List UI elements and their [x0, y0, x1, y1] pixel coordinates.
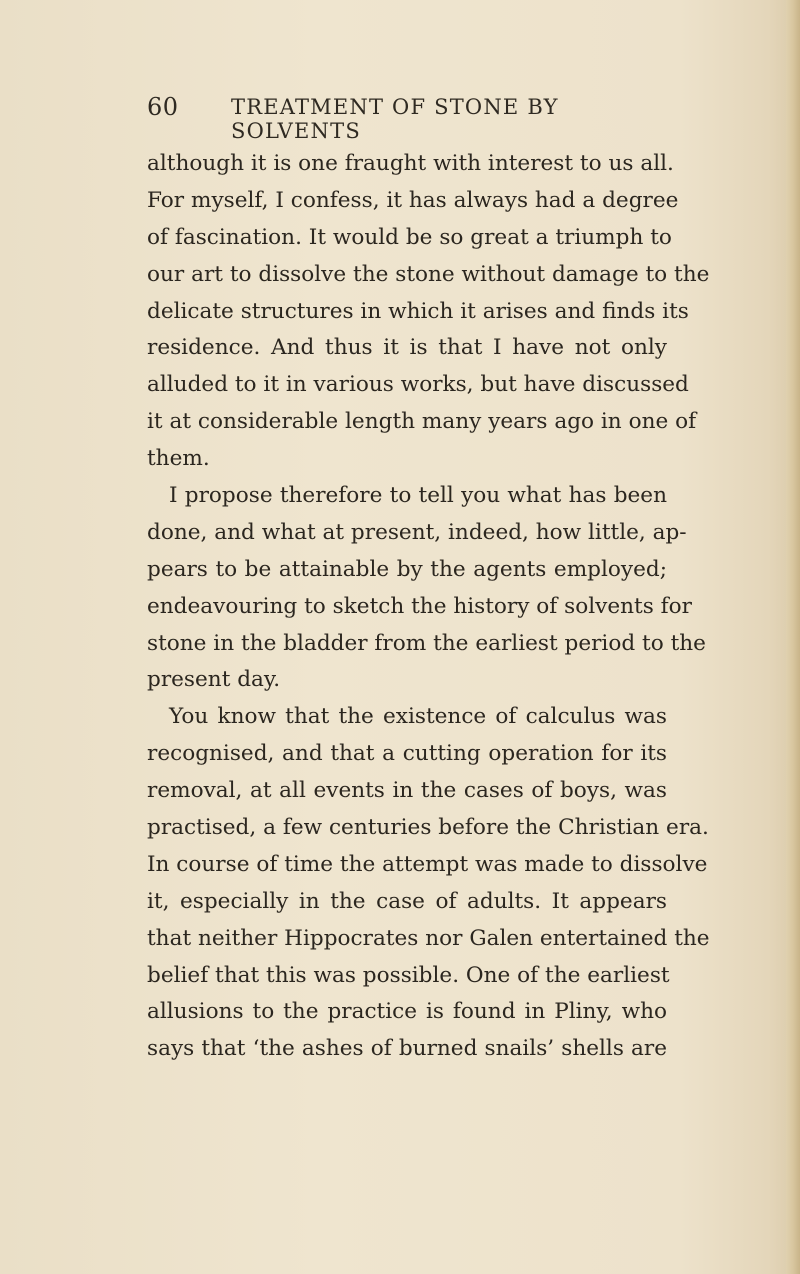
text-line: pears to be attainable by the agents employed;: [147, 556, 667, 582]
text-line: says that ‘the ashes of burned snails’ shells are: [147, 1036, 667, 1062]
text-line: allusions to the practice is found in Pliny, who: [147, 999, 667, 1025]
text-line: it at considerable length many years ago in one of: [147, 409, 697, 435]
text-line: For myself, I confess, it has always had a degree: [147, 187, 679, 213]
text-line: endeavouring to sketch the history of solvents for: [147, 593, 692, 619]
text-line: stone in the bladder from the earliest period to the: [147, 630, 706, 656]
paragraph-first-line: You know that the existence of calculus was: [169, 704, 667, 730]
text-line: that neither Hippocrates nor Galen entertained the: [147, 925, 710, 951]
text-line: of fascination. It would be so great a triumph to: [147, 224, 672, 250]
text-line: recognised, and that a cutting operation for its: [147, 741, 667, 767]
text-line: removal, at all events in the cases of boys, was: [147, 778, 667, 804]
text-line: practised, a few centuries before the Christian era.: [147, 815, 709, 841]
text-line: it, especially in the case of adults. It appears: [147, 888, 667, 914]
text-line: delicate structures in which it arises and finds its: [147, 298, 689, 324]
page-number: 60: [147, 93, 179, 121]
page-edge-shadow: [786, 0, 800, 1274]
running-head: TREATMENT OF STONE BY SOLVENTS: [231, 95, 559, 143]
text-line: present day.: [147, 667, 281, 693]
text-line: them.: [147, 446, 210, 472]
text-line: In course of time the attempt was made to dissolve: [147, 851, 708, 877]
paragraph-first-line: I propose therefore to tell you what has been: [169, 483, 667, 509]
text-line: done, and what at present, indeed, how little, ap-: [147, 519, 687, 545]
text-line: our art to dissolve the stone without damage to the: [147, 261, 710, 287]
text-line: residence. And thus it is that I have not only: [147, 335, 667, 361]
page-header: [147, 93, 667, 143]
body-text: [147, 146, 710, 1068]
text-line: belief that this was possible. One of the earliest: [147, 962, 670, 988]
text-line: alluded to it in various works, but have discussed: [147, 372, 689, 398]
text-line: although it is one fraught with interest to us all.: [147, 151, 674, 176]
